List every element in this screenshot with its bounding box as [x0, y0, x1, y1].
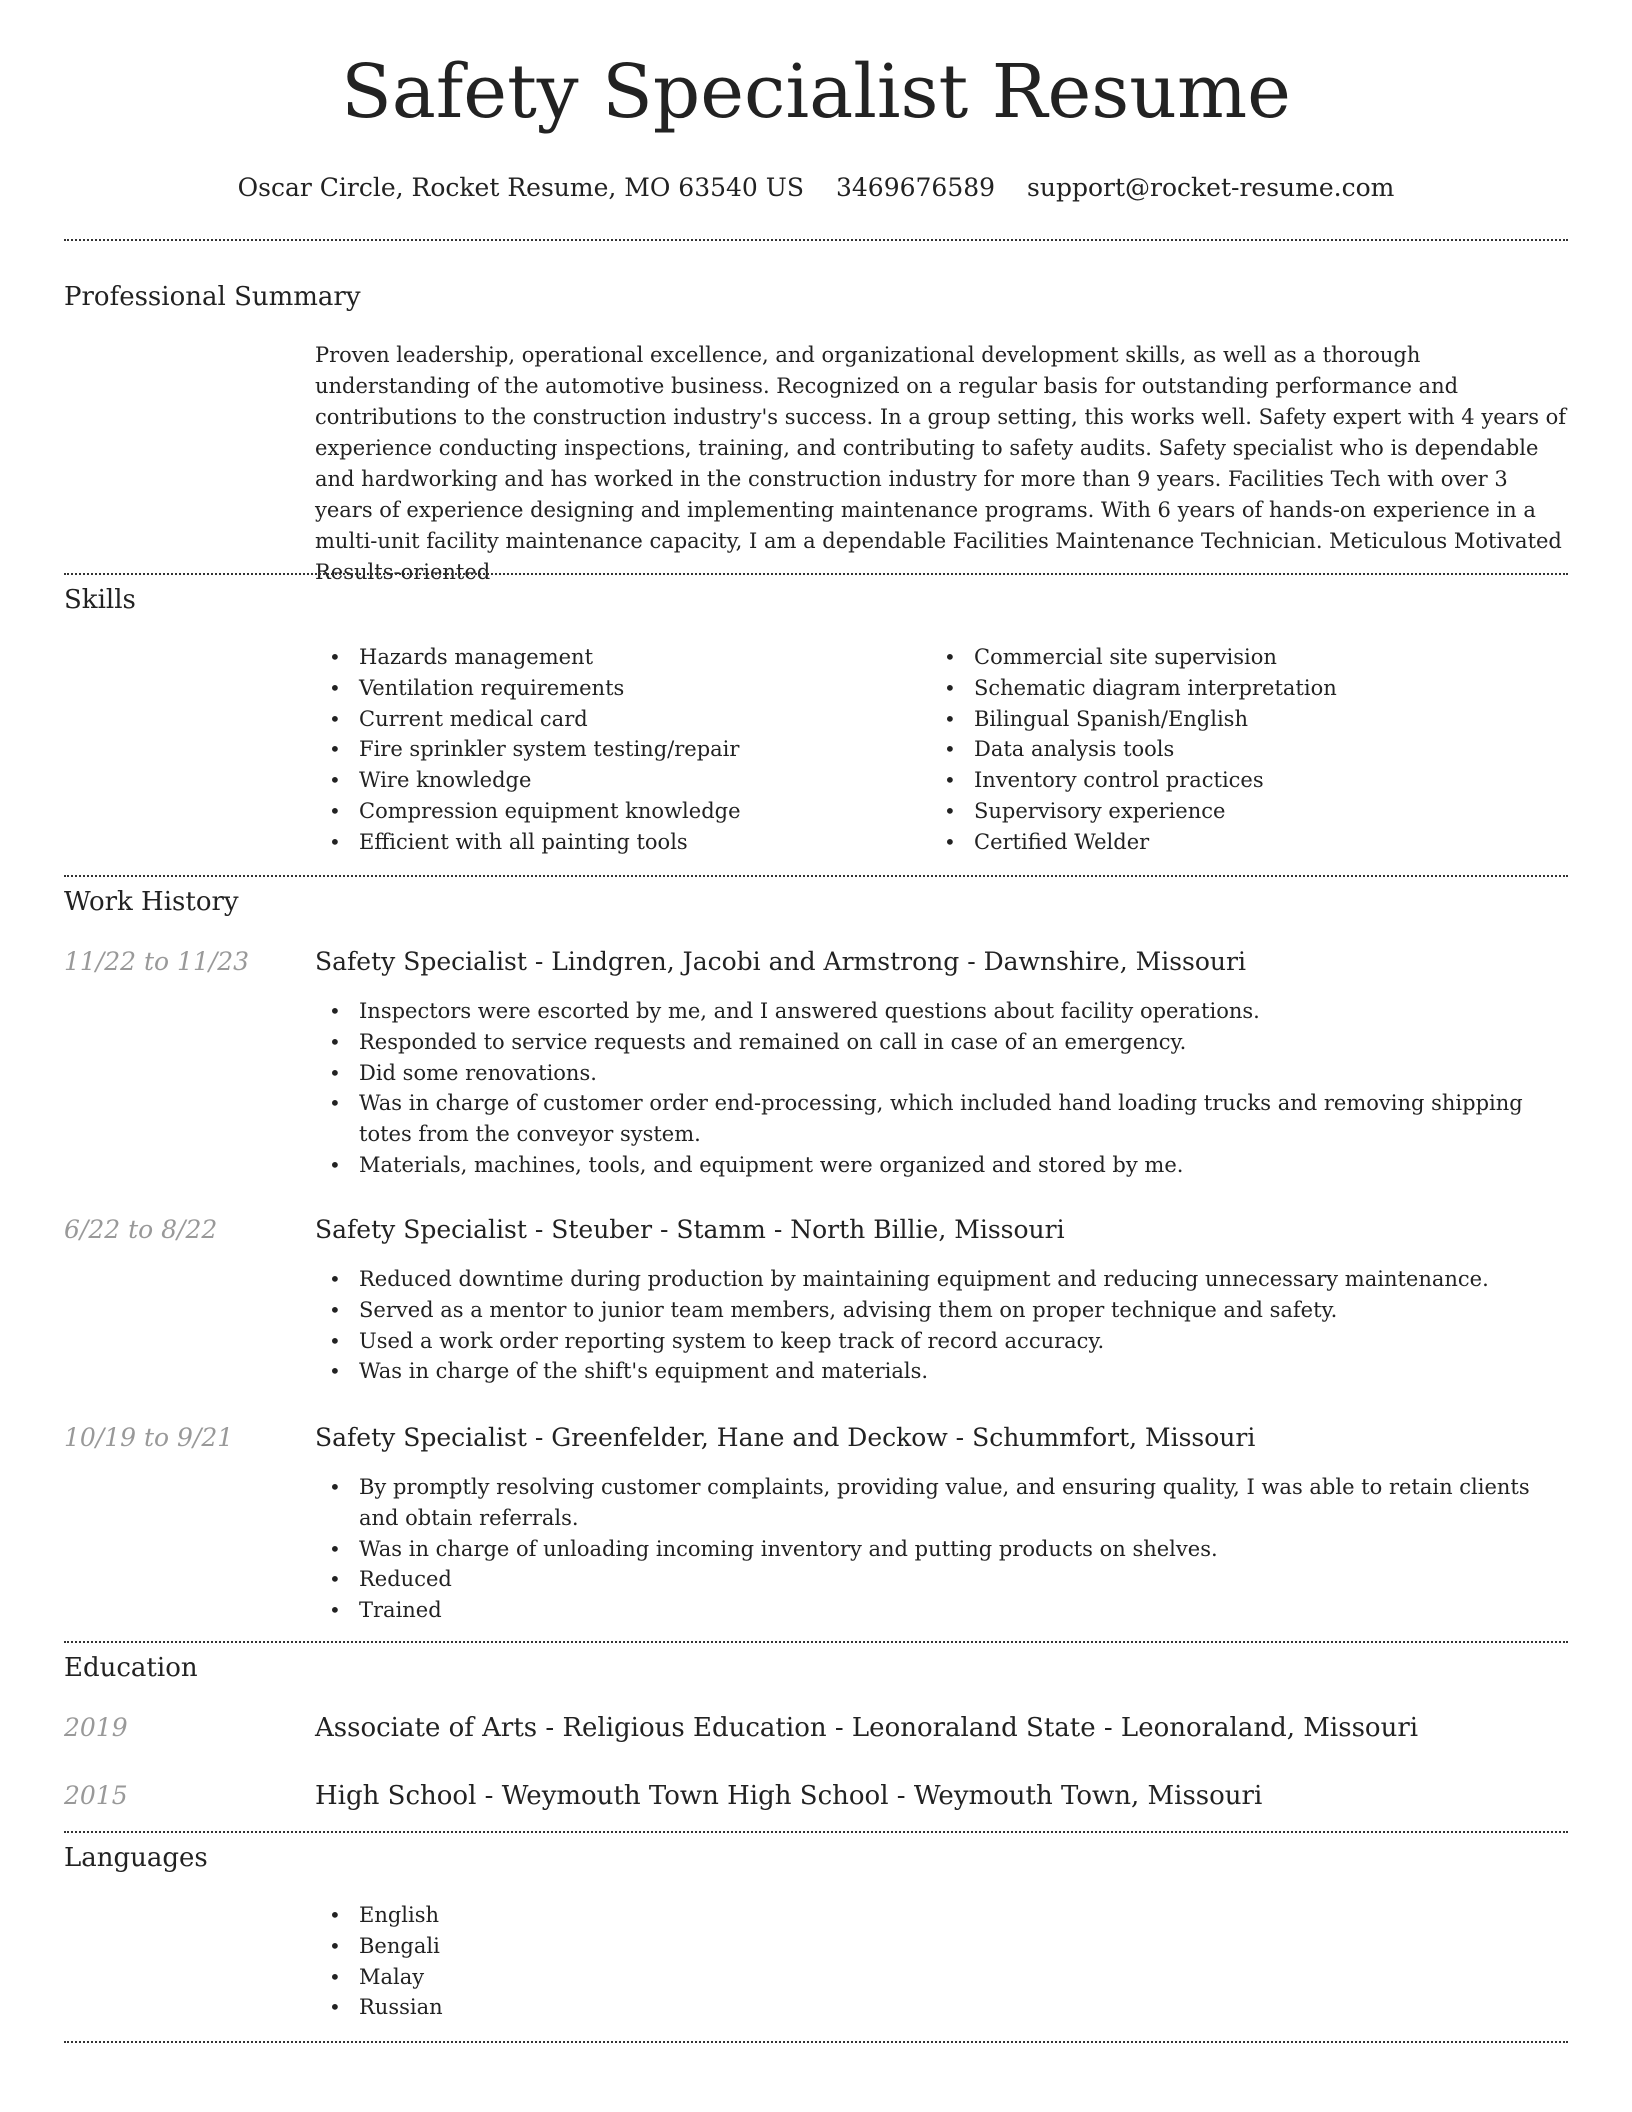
list-item: • Efficient with all painting tools: [315, 827, 915, 858]
job-bullets: [315, 1472, 1568, 1626]
list-item: • Reduced downtime during production by maintaining equipment and reducing unnecessary maintenance.: [315, 1264, 1568, 1295]
contact-line: [0, 172, 1632, 204]
education-title: Associate of Arts - Religious Education - Leonoraland State - Leonoraland, Missouri: [315, 1713, 1419, 1743]
list-item: • English: [315, 1900, 1568, 1931]
job-title: Safety Specialist - Lindgren, Jacobi and Armstrong - Dawnshire, Missouri: [315, 947, 1246, 976]
languages-list: [315, 1900, 1568, 2023]
contact-phone: 3469676589: [835, 173, 996, 202]
contact-address: Oscar Circle, Rocket Resume, MO 63540 US: [237, 173, 804, 202]
list-item: • Was in charge of the shift's equipment and materials.: [315, 1356, 1568, 1387]
list-item: • Bengali: [315, 1931, 1568, 1962]
list-item: • Current medical card: [315, 704, 915, 735]
education-title: High School - Weymouth Town High School - Weymouth Town, Missouri: [315, 1781, 1263, 1811]
list-item: • Used a work order reporting system to keep track of record accuracy.: [315, 1326, 1568, 1357]
list-item: • Malay: [315, 1962, 1568, 1993]
list-item: • Wire knowledge: [315, 765, 915, 796]
section-divider: [64, 239, 1568, 241]
list-item: • Bilingual Spanish/English: [930, 704, 1550, 735]
job-title: Safety Specialist - Steuber - Stamm - North Billie, Missouri: [315, 1215, 1065, 1244]
section-divider: [64, 875, 1568, 877]
list-item: • Ventilation requirements: [315, 673, 915, 704]
list-item: • Commercial site supervision: [930, 642, 1550, 673]
skills-list-left: [315, 642, 915, 858]
education-year: 2019: [64, 1713, 128, 1742]
education-heading: Education: [64, 1653, 198, 1683]
skills-list-right: [930, 642, 1550, 858]
list-item: • Fire sprinkler system testing/repair: [315, 734, 915, 765]
job-dates: 10/19 to 9/21: [64, 1423, 234, 1452]
list-item: • Supervisory experience: [930, 796, 1550, 827]
summary-text: Proven leadership, operational excellence, and organizational development skills, as well as a thorough understanding of the automotive business. Recognized on a regular basis for outstanding performance and contributions to the construction industry's success. In a group setting, this works well. Safety expert with 4 years of experience conducting inspections, training, and contributing to safety audits. Safety specialist who is dependable and hardworking and has worked in the construction industry for more than 9 years. Facilities Tech with over 3 years of experience designing and implementing maintenance programs. With 6 years of hands-on experience in a multi-unit facility maintenance capacity, I am a dependable Facilities Maintenance Technician. Meticulous Motivated Results-oriented: [315, 343, 1567, 584]
list-item: • Was in charge of unloading incoming inventory and putting products on shelves.: [315, 1534, 1568, 1565]
section-divider: [64, 1831, 1568, 1833]
list-item: • By promptly resolving customer complaints, providing value, and ensuring quality, I was able to retain clients and obtain referrals.: [315, 1472, 1568, 1534]
list-item: • Was in charge of customer order end-processing, which included hand loading trucks and removing shipping totes from the conveyor system.: [315, 1088, 1568, 1150]
education-year: 2015: [64, 1781, 128, 1810]
skills-heading: Skills: [64, 585, 136, 615]
resume-title: Safety Specialist Resume: [341, 49, 1291, 135]
list-item: • Materials, machines, tools, and equipment were organized and stored by me.: [315, 1150, 1568, 1181]
list-item: • Data analysis tools: [930, 734, 1550, 765]
list-item: • Certified Welder: [930, 827, 1550, 858]
job-dates: 6/22 to 8/22: [64, 1215, 218, 1244]
list-item: • Reduced: [315, 1564, 1568, 1595]
list-item: • Hazards management: [315, 642, 915, 673]
list-item: • Trained: [315, 1595, 1568, 1626]
languages-heading: Languages: [64, 1843, 208, 1873]
list-item: • Inventory control practices: [930, 765, 1550, 796]
section-divider: [64, 1641, 1568, 1643]
list-item: • Russian: [315, 1992, 1568, 2023]
section-divider: [64, 573, 1568, 575]
contact-email: support@rocket-resume.com: [1027, 173, 1395, 202]
list-item: • Did some renovations.: [315, 1058, 1568, 1089]
job-bullets: [315, 996, 1568, 1181]
list-item: • Responded to service requests and remained on call in case of an emergency.: [315, 1027, 1568, 1058]
section-divider: [64, 2041, 1568, 2043]
list-item: • Compression equipment knowledge: [315, 796, 915, 827]
summary-heading: Professional Summary: [64, 282, 361, 312]
list-item: • Served as a mentor to junior team members, advising them on proper technique and safety.: [315, 1295, 1568, 1326]
list-item: • Inspectors were escorted by me, and I answered questions about facility operations.: [315, 996, 1568, 1027]
list-item: • Schematic diagram interpretation: [930, 673, 1550, 704]
job-dates: 11/22 to 11/23: [64, 947, 250, 976]
work-heading: Work History: [64, 887, 239, 917]
job-title: Safety Specialist - Greenfelder, Hane and Deckow - Schummfort, Missouri: [315, 1423, 1256, 1452]
job-bullets: [315, 1264, 1568, 1387]
